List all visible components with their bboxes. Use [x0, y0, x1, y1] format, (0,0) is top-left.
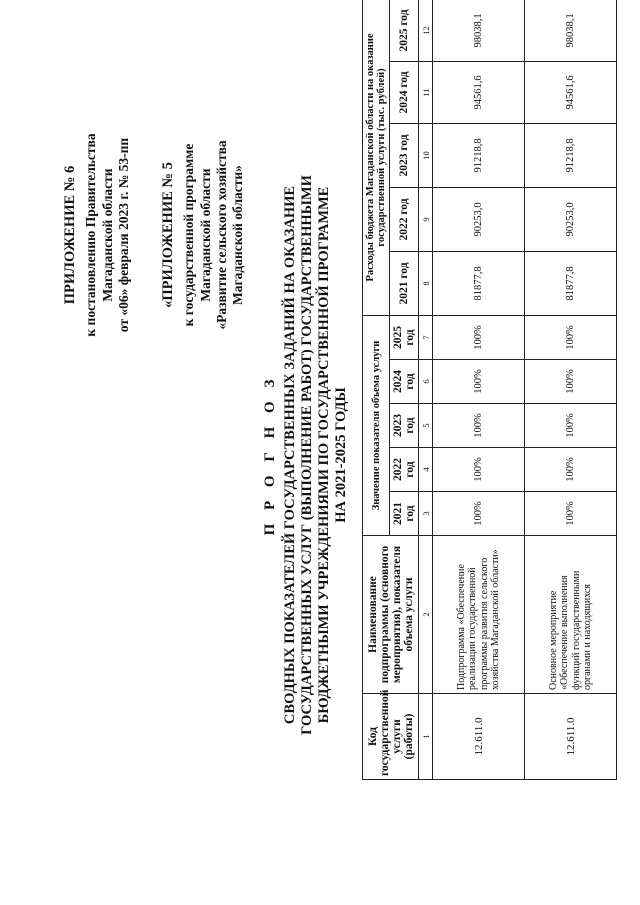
- header-year: 2023 год: [390, 123, 419, 187]
- cell-code: 12.611.0: [525, 694, 617, 780]
- column-number: 6: [419, 360, 433, 404]
- cell-value: 100%: [433, 448, 525, 492]
- cell-name: Подпрограмма «Обеспечение реализации государственной программы развития сельского хозяйства Магаданской области»: [433, 536, 525, 694]
- header-year: 2025 год: [390, 315, 419, 359]
- appendix-5-line: Магаданской области: [197, 168, 213, 302]
- cell-expense: 94561,6: [525, 61, 617, 123]
- header-year: 2023 год: [390, 404, 419, 448]
- column-number: 2: [419, 536, 433, 694]
- column-number: 12: [419, 0, 433, 61]
- cell-value: 100%: [525, 448, 617, 492]
- header-year: 2022 год: [390, 187, 419, 251]
- cell-value: 100%: [525, 492, 617, 536]
- title-line: ГОСУДАРСТВЕННЫХ УСЛУГ (ВЫПОЛНЕНИЕ РАБОТ) ГОСУДАРСТВЕННЫМИ: [298, 175, 315, 735]
- appendix-5-line: «Развитие сельского хозяйства: [213, 140, 229, 330]
- cell-value: 100%: [433, 315, 525, 359]
- cell-expense: 91218,8: [525, 123, 617, 187]
- appendix-6-title: ПРИЛОЖЕНИЕ № 6: [62, 165, 78, 305]
- appendix-6-block: [62, 25, 132, 445]
- column-number: 5: [419, 404, 433, 448]
- cell-value: 100%: [525, 315, 617, 359]
- appendix-5-title: «ПРИЛОЖЕНИЕ № 5: [160, 162, 176, 308]
- column-number: 4: [419, 448, 433, 492]
- table-row: [433, 0, 525, 780]
- cell-expense: 81877,8: [433, 251, 525, 315]
- cell-expense: 98038,1: [525, 0, 617, 61]
- header-year: 2025 год: [390, 0, 419, 61]
- header-year: 2024 год: [390, 360, 419, 404]
- column-number: 11: [419, 61, 433, 123]
- column-number: 7: [419, 315, 433, 359]
- header-name: Наименование подпрограммы (основного мероприятия), показателя объема услуги: [363, 536, 419, 694]
- appendix-6-line: от «06» февраля 2023 г. № 53-пп: [115, 137, 131, 333]
- cell-value: 100%: [433, 404, 525, 448]
- cell-value: 100%: [525, 360, 617, 404]
- cell-expense: 91218,8: [433, 123, 525, 187]
- table-row: [525, 0, 617, 780]
- appendix-5-line: к государственной программе: [181, 143, 197, 327]
- cell-expense: 81877,8: [525, 251, 617, 315]
- appendix-5-line: Магаданской области»: [229, 165, 245, 305]
- header-values: Значение показателя объема услуги: [363, 315, 390, 535]
- cell-value: 100%: [433, 360, 525, 404]
- document-title: [262, 105, 350, 805]
- cell-value: 100%: [433, 492, 525, 536]
- cell-expense: 90253,0: [525, 187, 617, 251]
- cell-name: Основное мероприятие «Обеспечение выполнения функций государственными органами и находящихся: [525, 536, 617, 694]
- title-line: БЮДЖЕТНЫМИ УЧРЕЖДЕНИЯМИ ПО ГОСУДАРСТВЕННОЙ ПРОГРАММЕ: [315, 186, 332, 724]
- column-number: 10: [419, 123, 433, 187]
- cell-expense: 90253,0: [433, 187, 525, 251]
- appendix-6-line: Магаданской области: [99, 168, 115, 302]
- appendix-6-line: к постановлению Правительства: [83, 133, 99, 337]
- cell-code: 12.611.0: [433, 694, 525, 780]
- title-line: НА 2021-2025 ГОДЫ: [333, 387, 350, 523]
- header-year: 2024 год: [390, 61, 419, 123]
- column-number: 8: [419, 251, 433, 315]
- title-line: СВОДНЫХ ПОКАЗАТЕЛЕЙ ГОСУДАРСТВЕННЫХ ЗАДАНИЙ НА ОКАЗАНИЕ: [281, 185, 298, 725]
- column-number: 3: [419, 492, 433, 536]
- title-forecast: П Р О Г Н О З: [262, 374, 278, 536]
- appendix-5-block: [160, 25, 246, 445]
- header-expenses: Расходы бюджета Магаданской области на оказание государственной услуги (тыс. рублей): [363, 0, 390, 315]
- header-year: 2021 год: [390, 251, 419, 315]
- forecast-table: [362, 0, 617, 780]
- cell-value: 100%: [525, 404, 617, 448]
- column-number: 9: [419, 187, 433, 251]
- header-year: 2021 год: [390, 492, 419, 536]
- cell-expense: 98038,1: [433, 0, 525, 61]
- column-number-row: [419, 0, 433, 780]
- header-year: 2022 год: [390, 448, 419, 492]
- column-number: 1: [419, 694, 433, 780]
- cell-expense: 94561,6: [433, 61, 525, 123]
- header-code: Код государственной услуги (работы): [363, 694, 419, 780]
